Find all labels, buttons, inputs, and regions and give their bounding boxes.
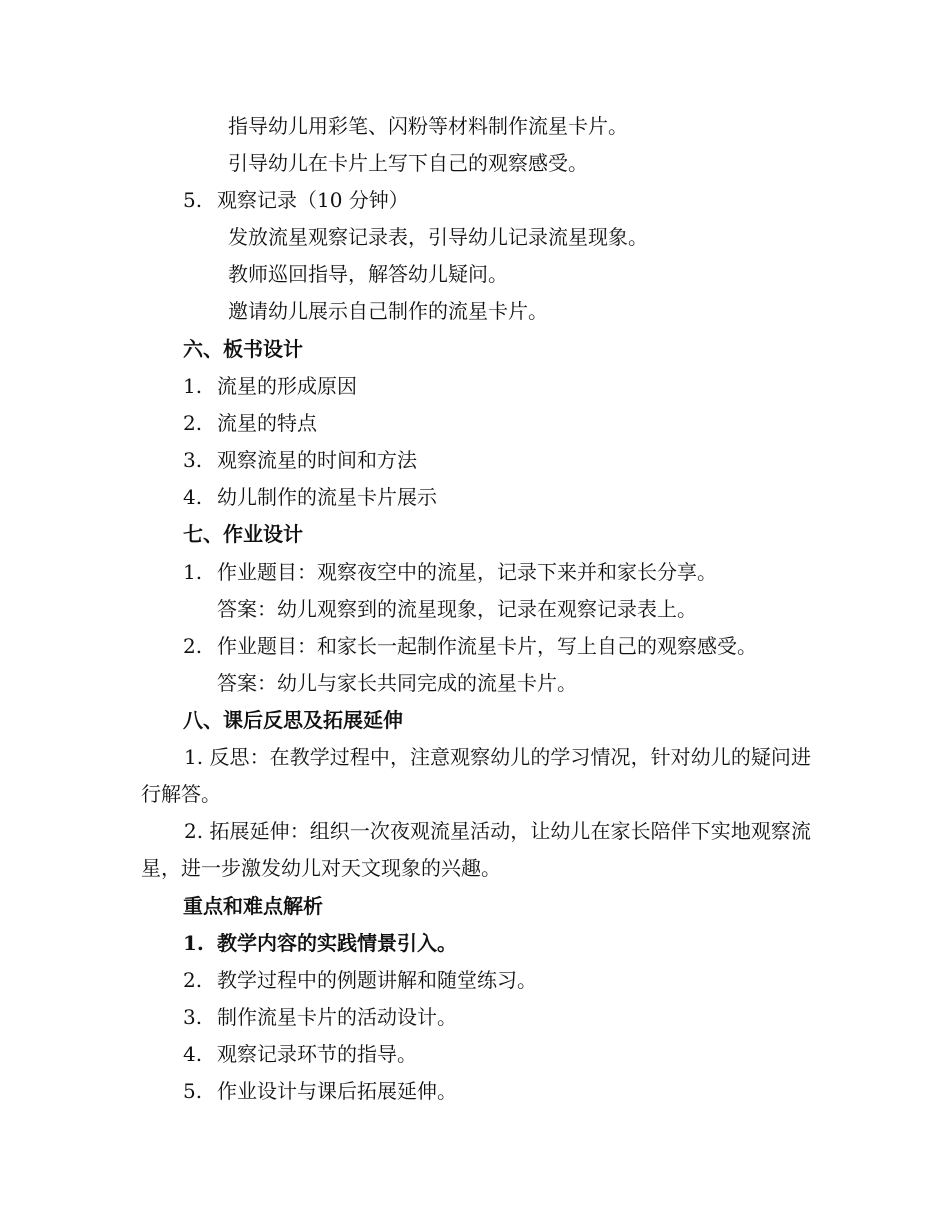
section7-item <box>183 634 757 658</box>
item-text: 作业设计与课后拓展延伸。 <box>217 1079 457 1103</box>
item-text: 观察流星的时间和方法 <box>217 448 417 472</box>
item-text: 作业题目：和家长一起制作流星卡片，写上自己的观察感受。 <box>217 634 757 658</box>
item-number: 5. <box>183 1079 203 1103</box>
analysis-item <box>183 968 537 992</box>
item-number: 1. <box>183 931 204 955</box>
section8-heading: 八、课后反思及拓展延伸 <box>183 708 403 732</box>
section8-paragraph: 2. 拓展延伸：组织一次夜观流星活动，让幼儿在家长陪伴下实地观察流星，进一步激发幼儿对天文现象的兴趣。 <box>141 819 811 880</box>
item-number: 4. <box>183 1042 203 1066</box>
section6-item <box>183 448 417 472</box>
step5-title: 观察记录（10 分钟） <box>217 188 409 212</box>
item-number: 3. <box>183 448 203 472</box>
step5-number: 5. <box>183 188 203 212</box>
analysis-item <box>183 1079 457 1103</box>
analysis-heading: 重点和难点解析 <box>183 894 323 918</box>
item-number: 2. <box>183 634 203 658</box>
step5-detail: 发放流星观察记录表，引导幼儿记录流星现象。 <box>228 225 648 249</box>
step5-detail: 教师巡回指导，解答幼儿疑问。 <box>228 262 508 286</box>
section7-answer: 答案：幼儿观察到的流星现象，记录在观察记录表上。 <box>217 597 697 621</box>
item-number: 1. <box>183 560 203 584</box>
item-text: 教学内容的实践情景引入。 <box>217 931 457 955</box>
section6-item <box>183 485 437 509</box>
item-text: 制作流星卡片的活动设计。 <box>217 1005 457 1029</box>
section7-answer: 答案：幼儿与家长共同完成的流星卡片。 <box>217 671 577 695</box>
analysis-item <box>183 931 457 955</box>
item-number: 2. <box>183 411 203 435</box>
step5-line <box>183 188 409 212</box>
section7-heading: 七、作业设计 <box>183 522 303 546</box>
item-text: 观察记录环节的指导。 <box>217 1042 417 1066</box>
item-text: 幼儿制作的流星卡片展示 <box>217 485 437 509</box>
section6-item <box>183 374 357 398</box>
item-number: 2. <box>183 968 203 992</box>
analysis-item <box>183 1042 417 1066</box>
intro-line: 引导幼儿在卡片上写下自己的观察感受。 <box>228 151 588 175</box>
analysis-item <box>183 1005 457 1029</box>
item-text: 流星的特点 <box>217 411 317 435</box>
section7-item <box>183 560 717 584</box>
item-text: 流星的形成原因 <box>217 374 357 398</box>
item-text: 作业题目：观察夜空中的流星，记录下来并和家长分享。 <box>217 560 717 584</box>
section6-heading: 六、板书设计 <box>183 337 303 361</box>
item-text: 教学过程中的例题讲解和随堂练习。 <box>217 968 537 992</box>
step5-detail: 邀请幼儿展示自己制作的流星卡片。 <box>228 299 548 323</box>
item-number: 1. <box>183 374 203 398</box>
section8-paragraph: 1. 反思：在教学过程中，注意观察幼儿的学习情况，针对幼儿的疑问进行解答。 <box>141 745 811 806</box>
section6-item <box>183 411 317 435</box>
item-number: 4. <box>183 485 203 509</box>
intro-line: 指导幼儿用彩笔、闪粉等材料制作流星卡片。 <box>228 114 628 138</box>
item-number: 3. <box>183 1005 203 1029</box>
